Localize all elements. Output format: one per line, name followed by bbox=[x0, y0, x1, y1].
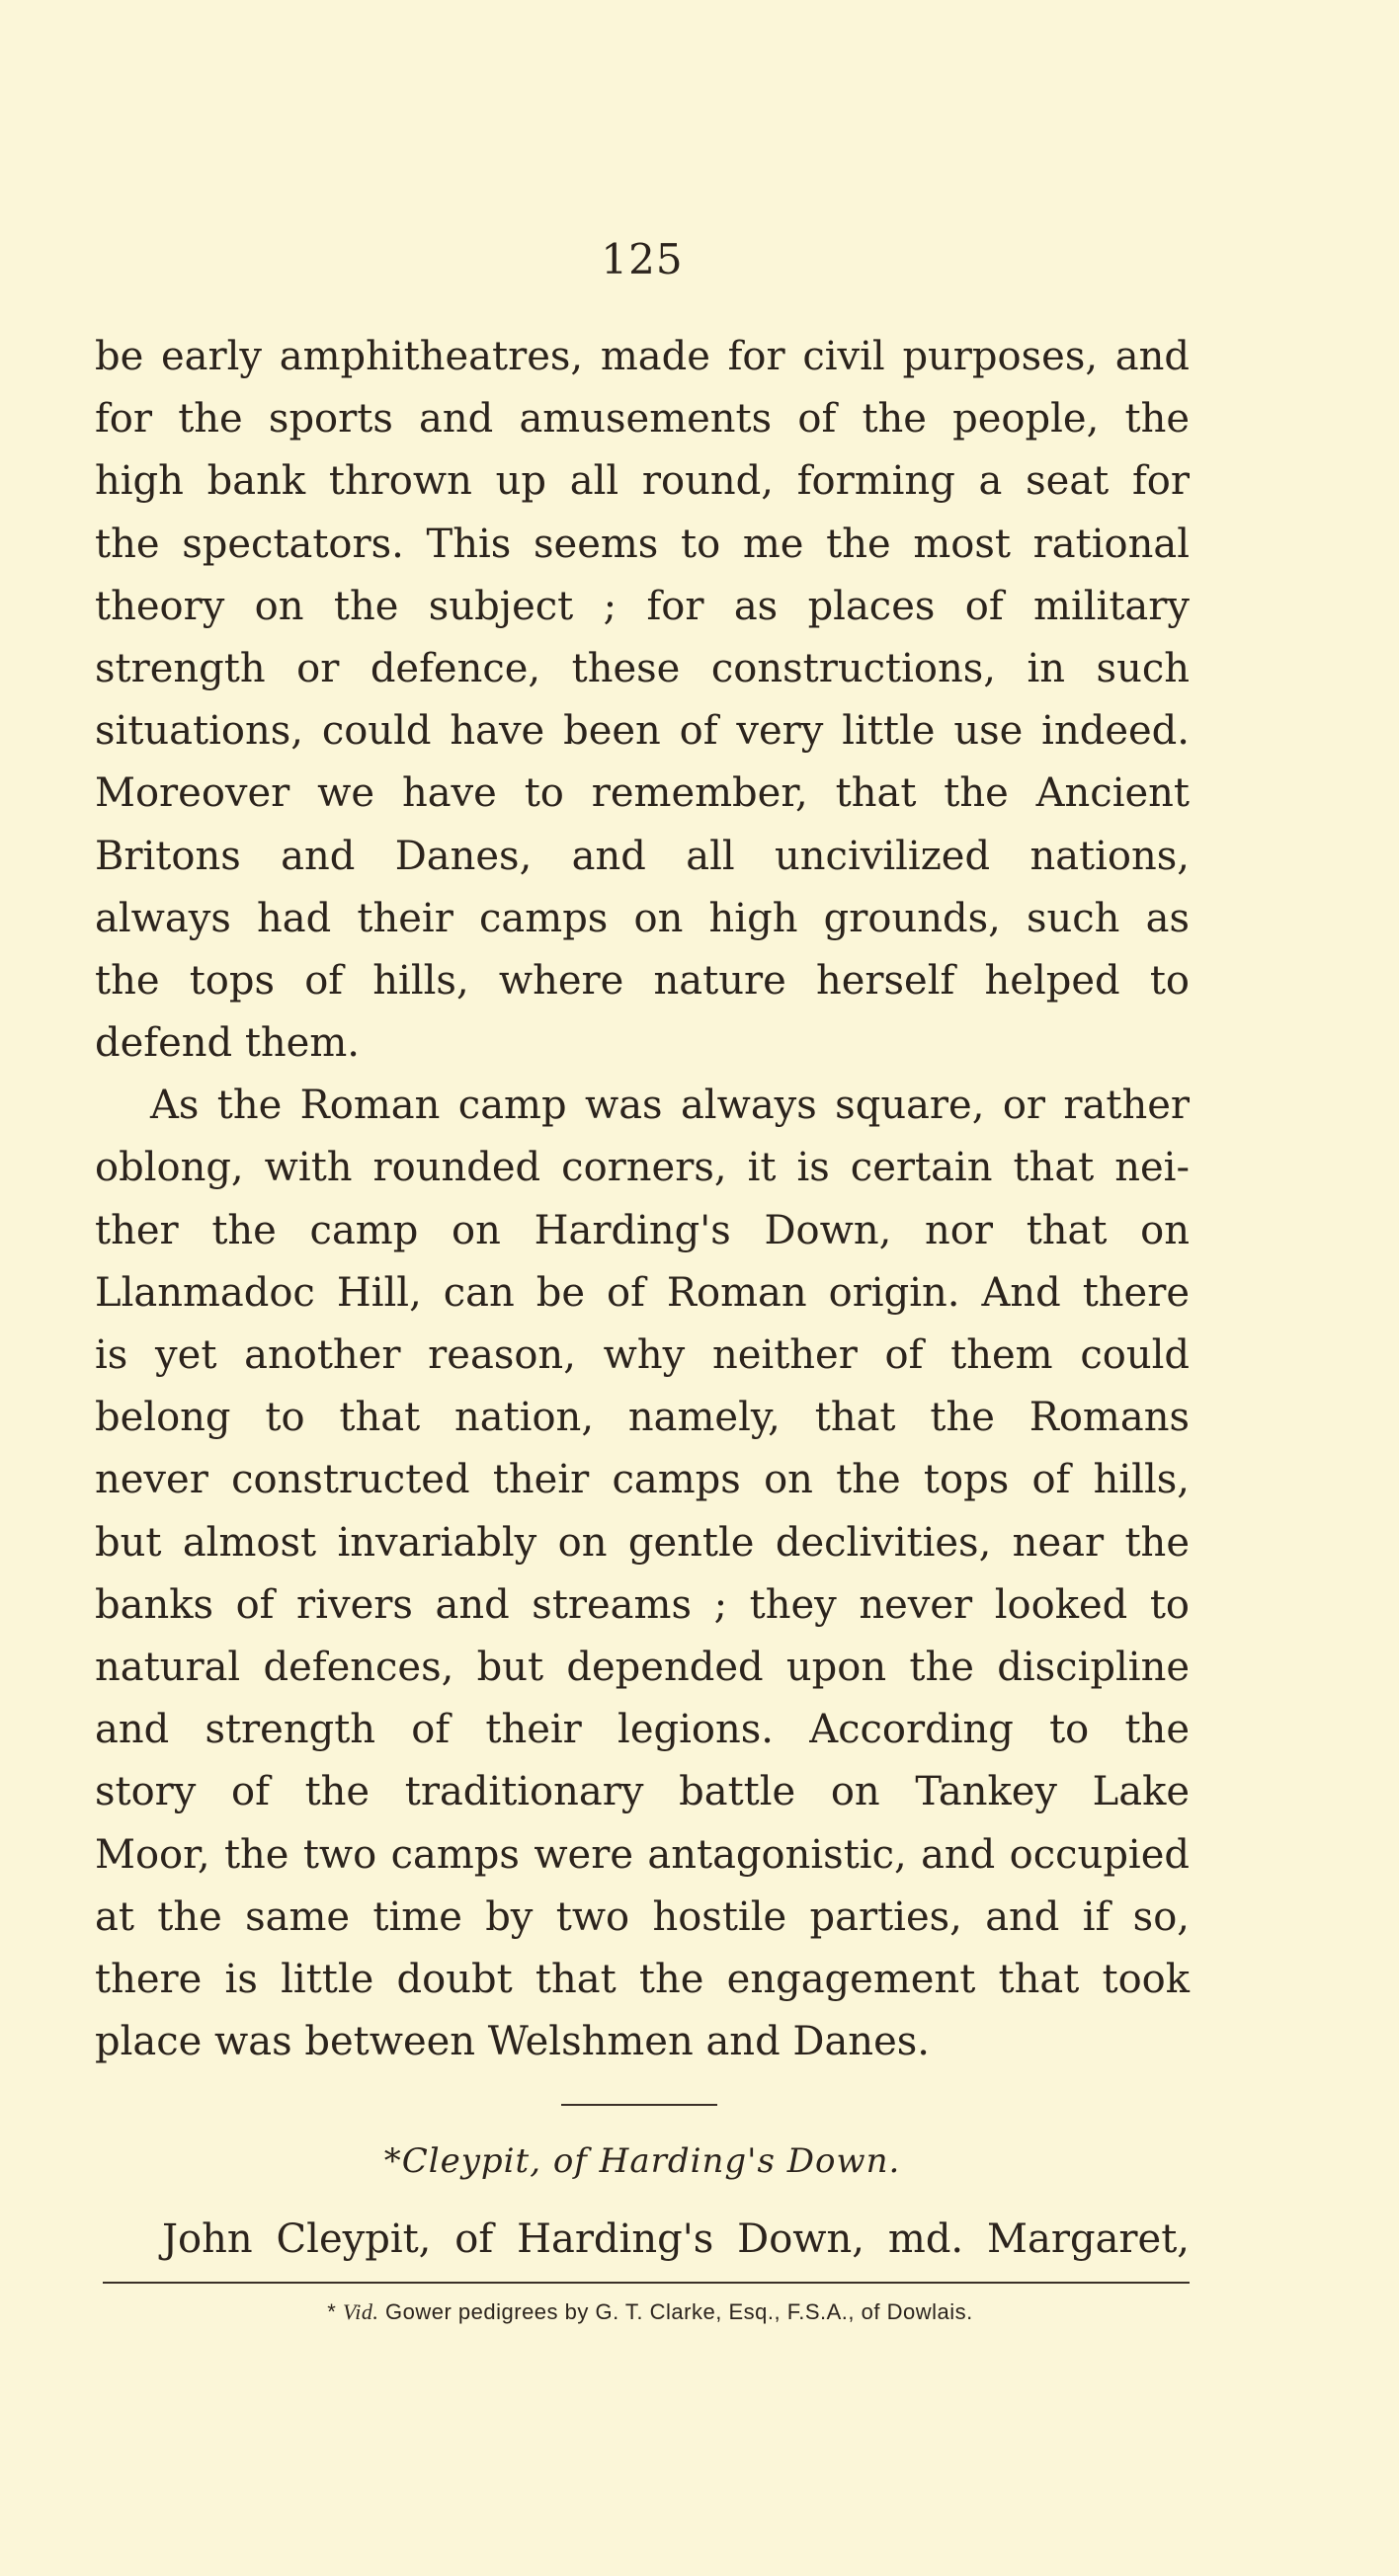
paragraph-2 bbox=[95, 1075, 1190, 2073]
text-line: never constructed their camps on the tops of hills, bbox=[95, 1457, 1190, 1503]
text-line: oblong, with rounded corners, it is certain that nei- bbox=[95, 1145, 1190, 1191]
paragraph-1 bbox=[95, 326, 1190, 1075]
text-line: at the same time by two hostile parties, and if so, bbox=[95, 1893, 1190, 1940]
text-line: defend them. bbox=[95, 1020, 360, 1067]
text-line: story of the traditionary battle on Tankey Lake bbox=[95, 1769, 1190, 1815]
text-line: and strength of their legions. According to the bbox=[95, 1707, 1190, 1753]
text-line: strength or defence, these constructions, in such bbox=[95, 645, 1190, 691]
text-line: there is little doubt that the engagement that took bbox=[95, 1956, 1190, 2002]
text-line: Moor, the two camps were antagonistic, and occupied bbox=[95, 1831, 1190, 1878]
footnote-text: Gower pedigrees by G. T. Clarke, Esq., F.S.A., of Dowlais. bbox=[385, 2299, 973, 2324]
text-line: theory on the subject ; for as places of military bbox=[95, 583, 1190, 629]
text-line: banks of rivers and streams ; they never looked to bbox=[95, 1581, 1190, 1628]
text-line: Moreover we have to remember, that the Ancient bbox=[95, 770, 1190, 817]
text-line: is yet another reason, why neither of them could bbox=[95, 1332, 1190, 1378]
page-number: 125 bbox=[601, 235, 684, 283]
footnote-rule bbox=[103, 2282, 1190, 2284]
text-line: situations, could have been of very little use indeed. bbox=[95, 708, 1190, 755]
text-line: Britons and Danes, and all uncivilized nations, bbox=[95, 833, 1190, 879]
footnote bbox=[0, 2299, 1300, 2325]
text-line: belong to that nation, namely, that the Romans bbox=[95, 1395, 1190, 1441]
text-line: always had their camps on high grounds, such as bbox=[95, 895, 1190, 941]
text-line: for the sports and amusements of the people, the bbox=[95, 396, 1190, 443]
text-line: the tops of hills, where nature herself helped to bbox=[95, 957, 1190, 1004]
section-divider bbox=[561, 2104, 717, 2106]
body-text bbox=[95, 326, 1190, 2073]
text-line: but almost invariably on gentle declivities, near the bbox=[95, 1519, 1190, 1566]
footnote-marker: * bbox=[327, 2299, 337, 2324]
text-line: As the Roman camp was always square, or rather bbox=[150, 1083, 1190, 1129]
text-line: place was between Welshmen and Danes. bbox=[95, 2019, 930, 2065]
pedigree-first-line: John Cleypit, of Harding's Down, md. Margaret, bbox=[162, 2216, 1190, 2262]
text-line: be early amphitheatres, made for civil purposes, and bbox=[95, 334, 1190, 379]
section-heading: *Cleypit, of Harding's Down. bbox=[383, 2141, 901, 2181]
text-line: natural defences, but depended upon the discipline bbox=[95, 1644, 1190, 1690]
footnote-vid: Vid. bbox=[342, 2299, 379, 2324]
text-line: Llanmadoc Hill, can be of Roman origin. And there bbox=[95, 1269, 1190, 1316]
text-line: ther the camp on Harding's Down, nor that on bbox=[95, 1207, 1190, 1253]
text-line: high bank thrown up all round, forming a seat for bbox=[95, 458, 1190, 505]
text-line: the spectators. This seems to me the most rational bbox=[95, 521, 1190, 567]
